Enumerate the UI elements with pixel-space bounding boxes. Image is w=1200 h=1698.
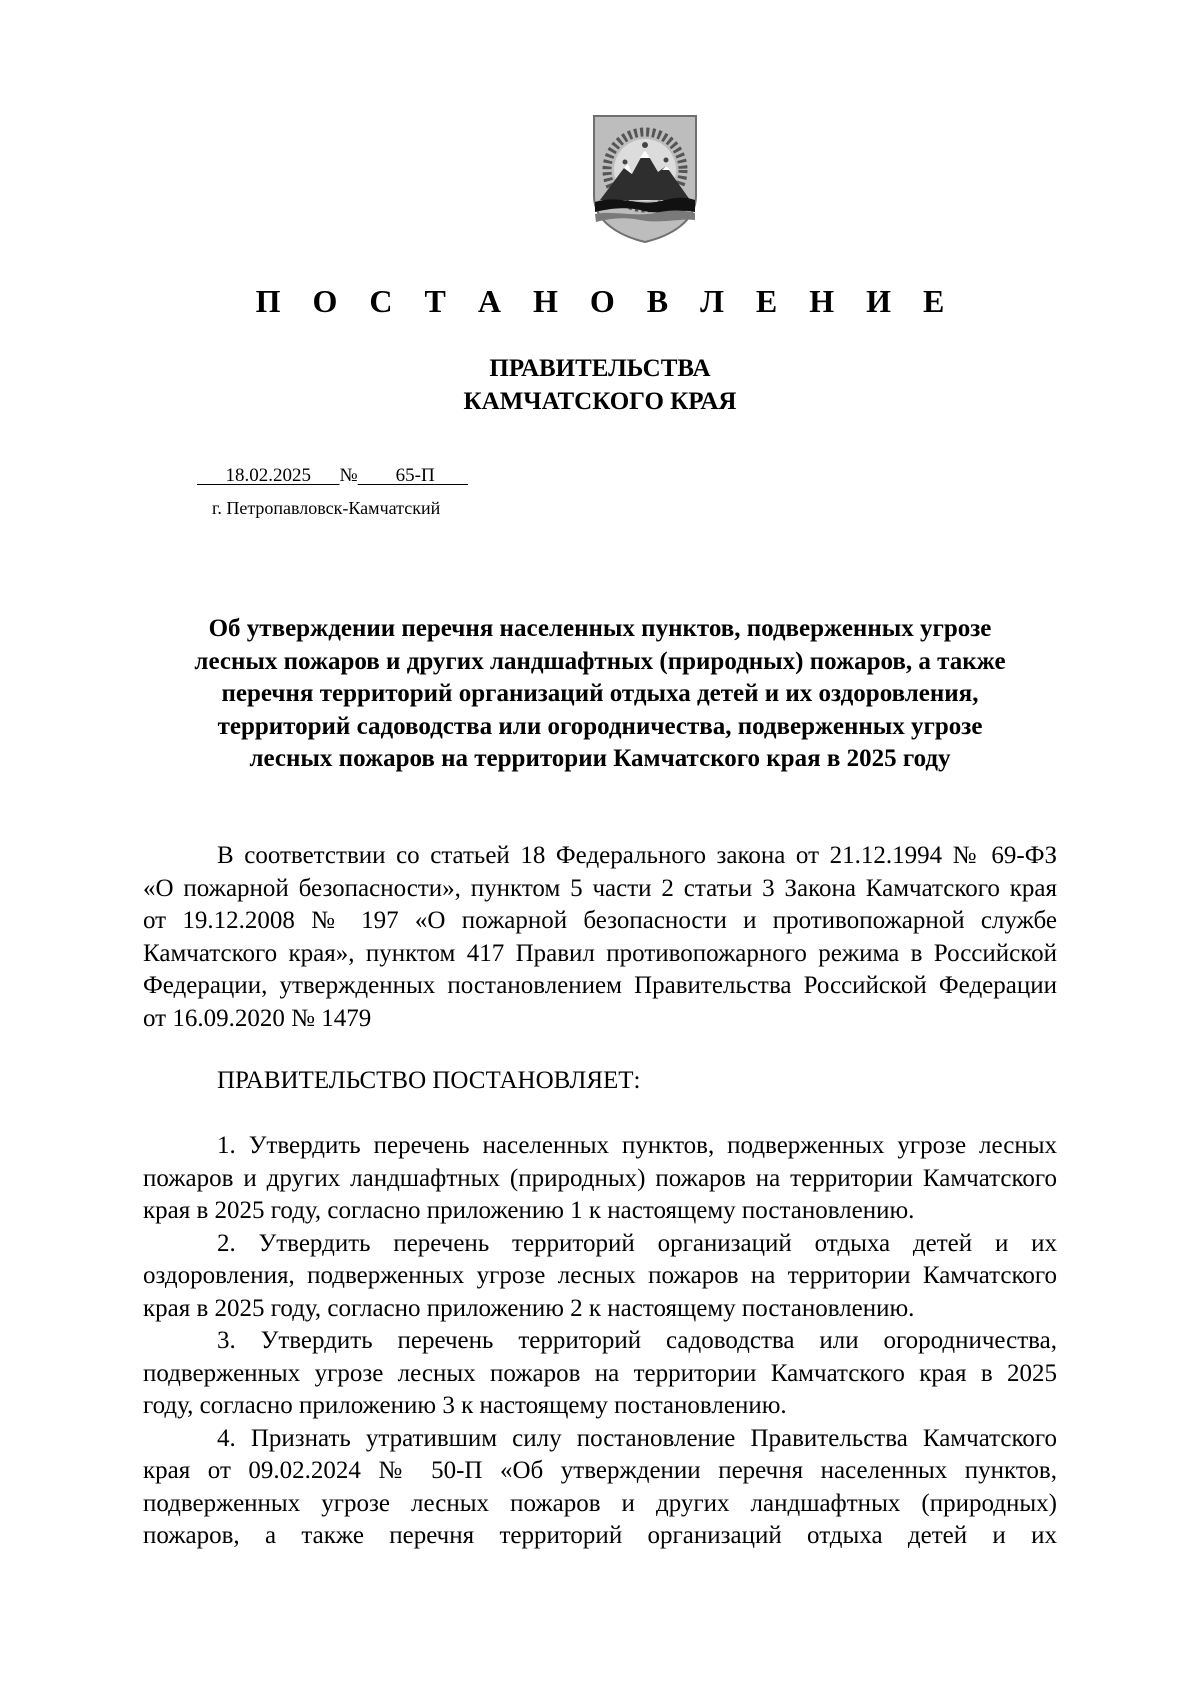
preamble-line: В соответствии со статьей 18 Федерального закона от 21.12.1994 № 69-ФЗ (217, 842, 1057, 869)
item-line: пожаров и других ландшафтных (природных) пожаров на территории Камчатского (143, 1164, 1057, 1192)
number-underline-left (358, 465, 396, 486)
preamble-line: от 16.09.2020 № 1479 (143, 1004, 372, 1032)
number-sign: № (339, 465, 358, 486)
document-type-title: П О С Т А Н О В Л Е Н И Е (255, 283, 957, 319)
subject-line: территорий садоводства или огородничества, подверженных угрозе (217, 712, 983, 740)
item-line: 2. Утвердить перечень территорий организаций отдыха детей и их (217, 1229, 1057, 1257)
item-line: 4. Признать утратившим силу постановление Правительства Камчатского (217, 1424, 1057, 1452)
preamble-line: «О пожарной безопасности», пунктом 5 части 2 статьи 3 Закона Камчатского края (143, 874, 1057, 902)
document-subject (143, 613, 1057, 776)
item-line: пожаров, а также перечня территорий организаций отдыха детей и их (143, 1522, 1057, 1549)
item-line: подверженных угрозе лесных пожаров и других ландшафтных (природных) (143, 1489, 1057, 1517)
document-date: 18.02.2025 (225, 465, 311, 486)
date-underline-left (197, 465, 226, 486)
document-number: 65-П (395, 465, 435, 486)
item-line: оздоровления, подверженных угрозе лесных пожаров на территории Камчатского (143, 1262, 1057, 1289)
item-line: 3. Утвердить перечень территорий садоводства или огородничества, (217, 1327, 1057, 1354)
issuing-authority (0, 352, 1200, 418)
preamble-line: Камчатского края», пунктом 417 Правил противопожарного режима в Российской (143, 939, 1057, 967)
resolution-heading: ПРАВИТЕЛЬСТВО ПОСТАНОВЛЯЕТ: (217, 1067, 641, 1094)
subject-line: Об утверждении перечня населенных пунктов, подверженных угрозе (208, 615, 992, 642)
item-line: края в 2025 году, согласно приложению 2 к настоящему постановлению. (143, 1294, 915, 1322)
resolution-item-1 (143, 1130, 1057, 1228)
preamble-line: от 19.12.2008 № 197 «О пожарной безопасности и противопожарной службе (143, 907, 1057, 934)
resolution-item-4 (143, 1423, 1057, 1553)
date-number-line (197, 465, 468, 487)
resolution-item-3 (143, 1325, 1057, 1423)
subject-line: лесных пожаров на территории Камчатского края в 2025 году (249, 745, 951, 772)
document-city: г. Петропавловск-Камчатский (212, 498, 441, 518)
item-line: края в 2025 году, согласно приложению 1 к настоящему постановлению. (143, 1197, 915, 1224)
resolution-items (143, 1130, 1057, 1553)
item-line: году, согласно приложению 3 к настоящему постановлению. (143, 1392, 787, 1419)
authority-line-2: КАМЧАТСКОГО КРАЯ (463, 388, 737, 415)
resolution-item-2 (143, 1228, 1057, 1326)
authority-line-1: ПРАВИТЕЛЬСТВА (489, 355, 711, 382)
date-underline-right (311, 465, 340, 486)
subject-line: перечня территорий организаций отдыха детей и их оздоровления, (221, 680, 979, 707)
kamchatka-coat-of-arms-icon (590, 112, 700, 244)
item-line: края от 09.02.2024 № 50-П «Об утверждении перечня населенных пунктов, (143, 1457, 1057, 1484)
number-underline-right (435, 465, 468, 486)
item-line: подверженных угрозе лесных пожаров на территории Камчатского края в 2025 (143, 1359, 1057, 1387)
subject-line: лесных пожаров и других ландшафтных (природных) пожаров, а также (194, 647, 1006, 675)
item-line: 1. Утвердить перечень населенных пунктов, подверженных угрозе лесных (217, 1132, 1057, 1159)
preamble-paragraph (143, 840, 1057, 1035)
preamble-line: Федерации, утвержденных постановлением Правительства Российской Федерации (143, 972, 1057, 999)
